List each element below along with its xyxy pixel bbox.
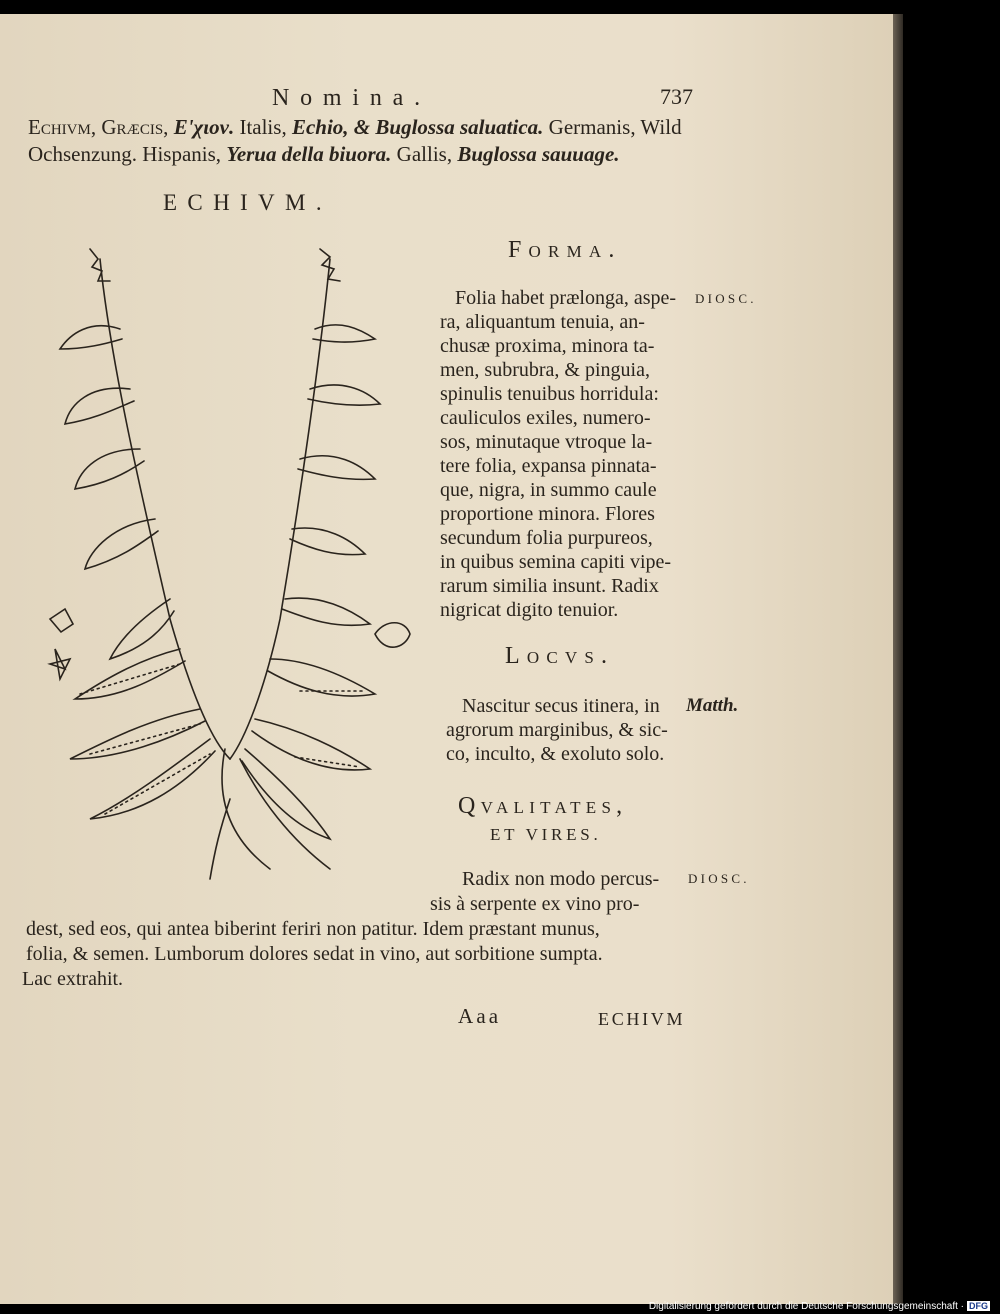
section-heading-locus: Locvs. bbox=[505, 643, 615, 669]
forma-line: rarum similia insunt. Radix bbox=[440, 575, 659, 597]
forma-line: nigricat digito tenuior. bbox=[440, 599, 619, 621]
qualitates-line: folia, & semen. Lumborum dolores sedat in vino, aut sorbitione sumpta. bbox=[26, 943, 603, 965]
forma-line: proportione minora. Flores bbox=[440, 503, 655, 525]
running-head-title: Nomina. bbox=[272, 85, 431, 111]
forma-line: spinulis tenuibus horridula: bbox=[440, 383, 659, 405]
forma-line: que, nigra, in summo caule bbox=[440, 479, 657, 501]
margin-note-matth: Matth. bbox=[686, 695, 739, 716]
forma-line: ra, aliquantum tenuia, an- bbox=[440, 311, 645, 333]
names-line-2-part: Gallis, bbox=[391, 142, 458, 166]
margin-note-diosc-forma: DIOSC. bbox=[695, 291, 757, 306]
names-line-1-part: Germanis, Wild bbox=[543, 115, 682, 139]
forma-line: tere folia, expansa pinnata- bbox=[440, 455, 657, 477]
book-edge bbox=[893, 14, 903, 1304]
book-page bbox=[0, 14, 893, 1304]
names-line-1-part: Italis, bbox=[234, 115, 292, 139]
margin-note-diosc-qualitates: DIOSC. bbox=[688, 871, 750, 886]
forma-line: cauliculos exiles, numero- bbox=[440, 407, 651, 429]
echium-woodcut-illustration bbox=[30, 239, 420, 909]
digitization-credit bbox=[649, 1301, 990, 1312]
names-line-1-part: Eʹχιον. bbox=[173, 115, 235, 139]
forma-line: secundum folia purpureos, bbox=[440, 527, 653, 549]
section-heading-et-vires: ET VIRES. bbox=[490, 825, 602, 844]
names-line-1-part: Echio, & Buglossa saluatica. bbox=[291, 115, 544, 139]
forma-line: chusæ proxima, minora ta- bbox=[440, 335, 655, 357]
page-number: 737 bbox=[660, 84, 693, 109]
locus-line: agrorum marginibus, & sic- bbox=[446, 719, 668, 741]
names-line-2 bbox=[28, 144, 620, 165]
qualitates-line: Lac extrahit. bbox=[22, 968, 124, 990]
forma-line: Folia habet prælonga, aspe- bbox=[455, 287, 677, 309]
names-line-2-part: Yerua della biuora. bbox=[226, 142, 392, 166]
qualitates-line: sis à serpente ex vino pro- bbox=[430, 893, 640, 915]
credit-text: Digitalisierung gefördert durch die Deutsche Forschungsgemeinschaft · bbox=[648, 1301, 964, 1312]
names-line-1 bbox=[28, 117, 682, 138]
qualitates-line: dest, sed eos, qui antea biberint feriri non patitur. Idem præstant munus, bbox=[26, 918, 600, 940]
section-heading-qualitates: Qvalitates, bbox=[458, 793, 628, 819]
figure-title: ECHIVM. bbox=[163, 190, 332, 215]
forma-line: sos, minutaque vtroque la- bbox=[440, 431, 653, 453]
qualitates-line: Radix non modo percus- bbox=[462, 868, 660, 890]
names-line-1-part: Echivm, Græcis, bbox=[28, 115, 174, 139]
section-heading-forma: Forma. bbox=[508, 237, 622, 263]
names-line-2-part: Buglossa sauuage. bbox=[457, 142, 620, 166]
dfg-logo: DFG bbox=[969, 1301, 988, 1311]
locus-line: co, inculto, & exoluto solo. bbox=[446, 743, 665, 765]
signature-mark: Aaa bbox=[458, 1004, 502, 1028]
forma-line: men, subrubra, & pinguia, bbox=[440, 359, 650, 381]
names-line-2-part: Ochsenzung. Hispanis, bbox=[28, 142, 227, 166]
catchword: ECHIVM bbox=[598, 1009, 686, 1029]
forma-line: in quibus semina capiti vipe- bbox=[440, 551, 672, 573]
locus-line: Nascitur secus itinera, in bbox=[462, 695, 660, 717]
